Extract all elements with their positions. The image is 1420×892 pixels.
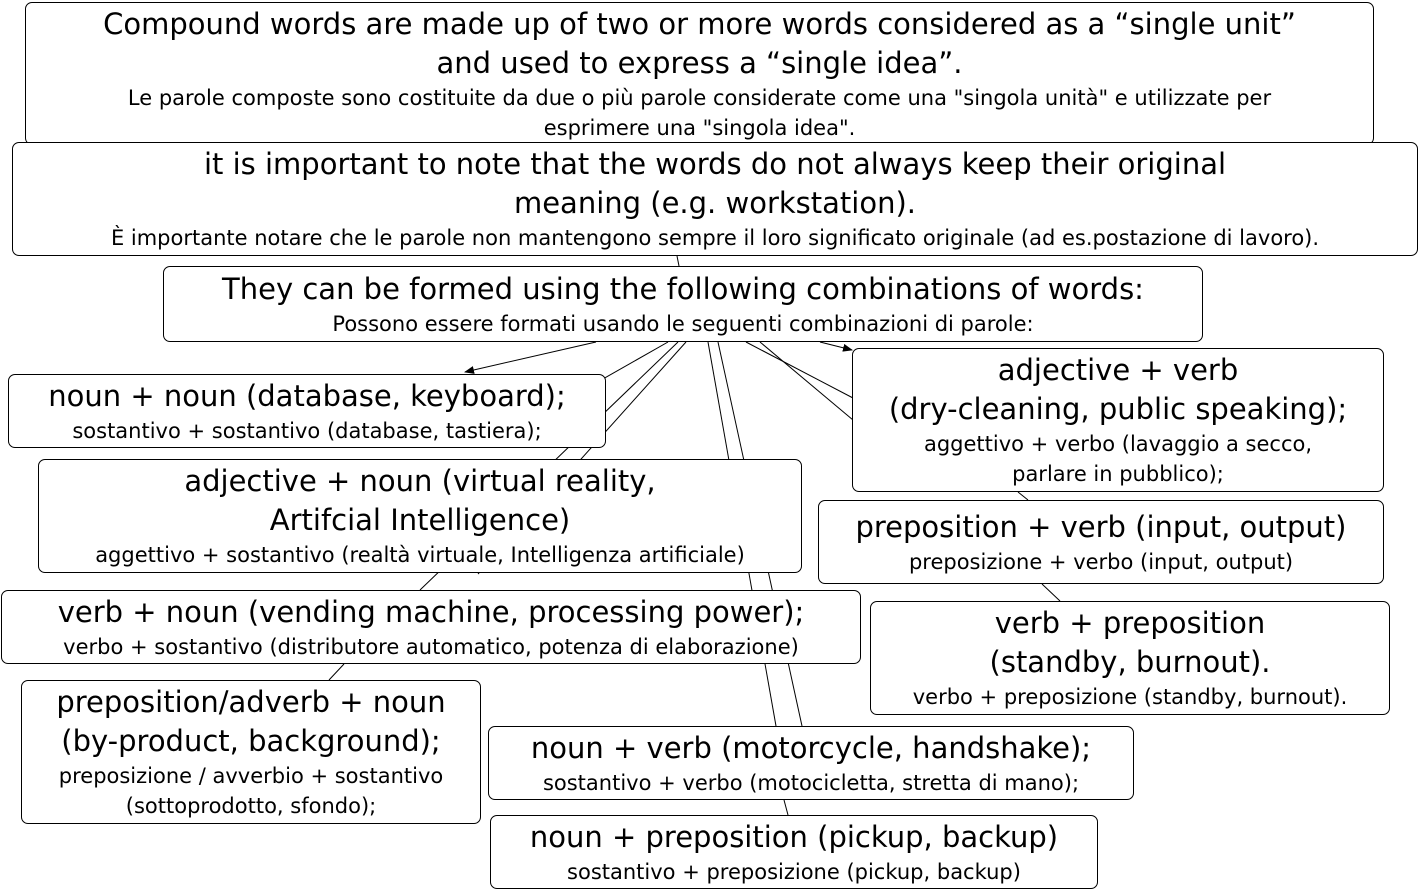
noun-preposition-english: noun + preposition (pickup, backup): [529, 819, 1059, 854]
verb-noun-italian: verbo + sostantivo (distributore automatico, potenza di elaborazione): [63, 634, 799, 659]
preposition-verb-italian: preposizione + verbo (input, output): [908, 549, 1294, 574]
definition-node: [25, 2, 1374, 145]
verb-noun-node: [1, 590, 861, 664]
preposition-adverb-noun-italian: preposizione / avverbio + sostantivo (sottoprodotto, sfondo);: [58, 764, 444, 818]
link-to-adjective-verb: [820, 342, 852, 350]
noun-noun-english: noun + noun (database, keyboard);: [48, 378, 566, 413]
noun-noun-italian: sostantivo + sostantivo (database, tastiera);: [72, 418, 542, 443]
preposition-adverb-noun-english: preposition/adverb + noun (by-product, background);: [56, 685, 446, 758]
link-to-preposition-adverb-noun: [329, 664, 344, 680]
link-to-noun-noun: [465, 342, 596, 372]
preposition-verb-node: [818, 500, 1384, 584]
noun-preposition-node: [490, 815, 1098, 889]
link-to-preposition-verb: [746, 342, 853, 398]
verb-preposition-english: verb + preposition (standby, burnout).: [989, 606, 1271, 679]
meaning-note-italian: È importante notare che le parole non mantengono sempre il loro significato originale (ad es.postazione di lavoro).: [110, 226, 1320, 250]
verb-preposition-italian: verbo + preposizione (standby, burnout).: [912, 685, 1348, 709]
link-note-to-combinations: [677, 256, 679, 266]
noun-noun-node: [8, 374, 606, 448]
adjective-verb-node: [852, 348, 1384, 492]
adjective-verb-english: adjective + verb (dry-cleaning, public speaking);: [888, 353, 1348, 426]
meaning-note-english: it is important to note that the words do not always keep their original meaning (e.g. workstation).: [203, 147, 1227, 220]
verb-noun-english: verb + noun (vending machine, processing power);: [57, 594, 805, 629]
preposition-adverb-noun-node: [21, 680, 481, 824]
definition-english: Compound words are made up of two or more words considered as a “single unit” and used to express a “single idea”.: [103, 6, 1296, 80]
noun-verb-english: noun + verb (motorcycle, handshake);: [530, 730, 1092, 765]
adjective-noun-node: [38, 459, 802, 573]
link-preposition-verb-to-verb-preposition: [1042, 584, 1060, 601]
combinations-italian: Possono essere formati usando le seguenti combinazioni di parole:: [332, 311, 1034, 336]
link-to-noun-preposition-lower: [784, 800, 788, 815]
verb-preposition-node: [870, 601, 1390, 715]
link-adjective-verb-to-preposition-verb: [1018, 492, 1028, 500]
combinations-node: [163, 266, 1203, 342]
adjective-verb-italian: aggettivo + verbo (lavaggio a secco, parlare in pubblico);: [923, 432, 1313, 486]
adjective-noun-english: adjective + noun (virtual reality, Artifcial Intelligence): [184, 464, 656, 537]
combinations-english: They can be formed using the following combinations of words:: [222, 271, 1144, 306]
noun-verb-italian: sostantivo + verbo (motocicletta, stretta di mano);: [542, 770, 1080, 795]
definition-italian: Le parole composte sono costituite da due o più parole considerate come una "singola unità" e utilizzate per esprimere una "singola idea".: [127, 85, 1272, 140]
link-to-verb-preposition: [760, 342, 853, 420]
noun-verb-node: [488, 726, 1134, 800]
noun-preposition-italian: sostantivo + preposizione (pickup, backup): [567, 859, 1021, 884]
meaning-note-node: [12, 142, 1418, 256]
preposition-verb-english: preposition + verb (input, output): [855, 509, 1347, 544]
adjective-noun-italian: aggettivo + sostantivo (realtà virtuale, Intelligenza artificiale): [95, 543, 745, 567]
